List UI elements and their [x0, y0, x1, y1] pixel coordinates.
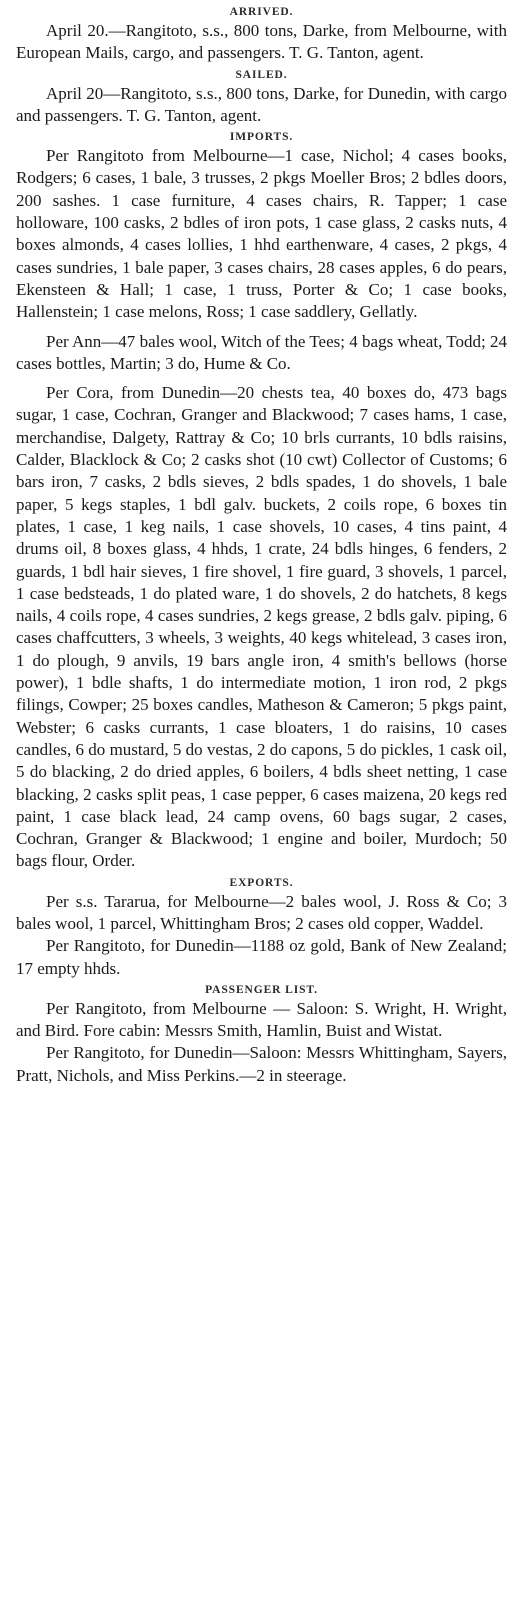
- imports-paragraph-rangitoto: Per Rangitoto from Melbourne—1 case, Nichol; 4 cases books, Rodgers; 6 cases, 1 bale, 3 trusses, 2 pkgs Moeller Bros; 2 bdles doors, 200 sashes. 1 case furniture, 4 cases chairs, R. Tapper; 1 case holloware, 100 casks, 2 bdles of iron pots, 1 case glass, 2 casks nuts, 4 boxes almonds, 4 cases lollies, 1 hhd earthenware, 4 cases, 2 pkgs, 4 cases sundries, 1 bale paper, 3 cases chairs, 28 cases apples, 6 do pears, Ekensteen & Hall; 1 case, 1 truss, Porter & Co; 1 case books, Hallenstein; 1 case melons, Ross; 1 case saddlery, Gellatly.: [16, 146, 507, 322]
- imports-paragraph-ann: Per Ann—47 bales wool, Witch of the Tees; 4 bags wheat, Todd; 24 cases bottles, Martin; 3 do, Hume & Co.: [16, 331, 507, 373]
- imports-heading: IMPORTS.: [229, 131, 294, 144]
- passenger-list-heading: PASSENGER LIST.: [205, 983, 318, 996]
- exports-heading: EXPORTS.: [229, 876, 294, 889]
- sailed-text: April 20—Rangitoto, s.s., 800 tons, Darke, for Dunedin, with cargo and passengers. T. G. Tanton, agent.: [16, 83, 507, 125]
- arrived-heading: ARRIVED.: [229, 6, 294, 18]
- sailed-heading: SAILED.: [235, 68, 288, 81]
- exports-paragraph-rangitoto: Per Rangitoto, for Dunedin—1188 oz gold, Bank of New Zealand; 17 empty hhds.: [16, 936, 507, 978]
- imports-paragraph-cora: Per Cora, from Dunedin—20 chests tea, 40 boxes do, 473 bags sugar, 1 case, Cochran, Granger and Blackwood; 7 cases hams, 1 case, merchandise, Dalgety, Rattray & Co; 10 brls currants, 10 bdls raisins, Calder, Blacklock & Co; 2 casks shot (10 cwt) Collector of Customs; 6 bars iron, 7 casks, 2 bdls sieves, 2 bdls spades, 1 do shovels, 1 bale paper, 5 kegs staples, 1 bdl galv. buckets, 2 coils rope, 6 boxes tin plates, 1 case, 1 keg nails, 1 case shovels, 10 cases, 4 tins paint, 4 drums oil, 8 boxes glass, 4 hhds, 1 crate, 24 bdls hinges, 6 fenders, 2 guards, 1 bdl hair sieves, 1 fire shovel, 1 fire guard, 3 shovels, 1 parcel, 1 case bedsteads, 1 do plated ware, 1 do shovels, 2 do hatchets, 8 kegs nails, 4 coils rope, 4 cases sundries, 2 kegs grease, 2 bdls galv. piping, 6 cases chaffcutters, 3 wheels, 3 weights, 40 kegs whitelead, 3 cases iron, 1 do plough, 9 anvils, 19 bars angle iron, 4 smith's bellows (horse power), 1 bdle shafts, 1 do intermediate motion, 1 iron rod, 2 pkgs filings, Cowper; 25 boxes candles, Matheson & Cameron; 5 pkgs paint, Webster; 6 casks currants, 1 case bloaters, 1 do raisins, 10 cases candles, 6 do mustard, 5 do vestas, 2 do capons, 5 do pickles, 1 cask oil, 5 do blacking, 2 do dried apples, 6 boilers, 4 bdls sheet netting, 1 case blacking, 2 casks split peas, 1 case pepper, 6 cases maizena, 20 kegs red paint, 1 case black lead, 24 camp ovens, 60 bags sugar, 2 cases, Cochran, Granger & Blackwood; 1 engine and boiler, Murdoch; 50 bags flour, Order.: [16, 383, 507, 871]
- passenger-paragraph-for-dunedin: Per Rangitoto, for Dunedin—Saloon: Messrs Whittingham, Sayers, Pratt, Nichols, and Miss Perkins.—2 in steerage.: [16, 1043, 507, 1085]
- arrived-text: April 20.—Rangitoto, s.s., 800 tons, Darke, from Melbourne, with European Mails, cargo, and passengers. T. G. Tanton, agent.: [16, 21, 507, 63]
- exports-paragraph-tararua: Per s.s. Tararua, for Melbourne—2 bales wool, J. Ross & Co; 3 bales wool, 1 parcel, Whittingham Bros; 2 cases old copper, Waddel.: [16, 891, 507, 933]
- passenger-paragraph-from-melbourne: Per Rangitoto, from Melbourne — Saloon: S. Wright, H. Wright, and Bird. Fore cabin: Messrs Smith, Hamlin, Buist and Wistat.: [16, 998, 507, 1041]
